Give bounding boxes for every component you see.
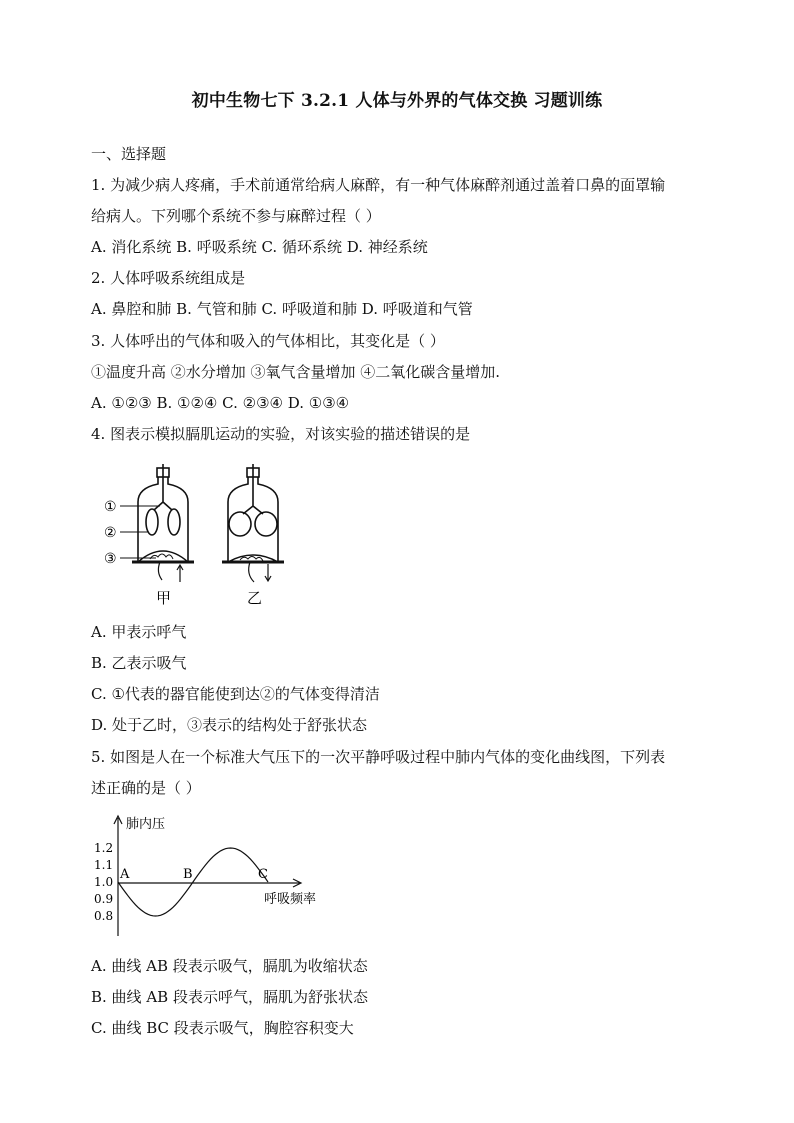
section-heading: 一、选择题 [91, 145, 167, 163]
point-label-c: C [258, 867, 268, 882]
y-axis-label: 肺内压 [126, 817, 166, 832]
q1-options: A. 消化系统 B. 呼吸系统 C. 循环系统 D. 神经系统 [91, 238, 428, 256]
point-label-a: A [120, 867, 130, 882]
jar-yi [222, 464, 284, 582]
q3-stem: 3. 人体呼出的气体和吸入的气体相比，其变化是（ ） [91, 332, 445, 350]
q3-items: ①温度升高 ②水分增加 ③氧气含量增加 ④二氧化碳含量增加. [91, 363, 501, 381]
q5-option-c: C. 曲线 BC 段表示吸气，胸腔容积变大 [91, 1019, 354, 1037]
marker-2: ② [104, 525, 117, 541]
q2-options: A. 鼻腔和肺 B. 气管和肺 C. 呼吸道和肺 D. 呼吸道和气管 [91, 300, 473, 318]
y-tick-label: 1.0 [94, 875, 114, 889]
x-axis-label: 呼吸频率 [264, 892, 317, 907]
q5-option-b: B. 曲线 AB 段表示呼气，膈肌为舒张状态 [91, 988, 368, 1006]
lung-pressure-chart [90, 810, 350, 942]
q5-stem-line2: 述正确的是（ ） [91, 779, 201, 797]
pressure-curve [118, 848, 268, 916]
q1-stem-line2: 给病人。下列哪个系统不参与麻醉过程（ ） [91, 207, 381, 225]
label-yi: 乙 [247, 589, 263, 607]
q1-stem-line1: 1. 为减少病人疼痛，手术前通常给病人麻醉，有一种气体麻醉剂通过盖着口鼻的面罩输 [91, 176, 666, 194]
q4-stem: 4. 图表示模拟膈肌运动的实验，对该实验的描述错误的是 [91, 425, 471, 443]
marker-1: ① [104, 499, 117, 515]
y-tick-label: 0.8 [94, 909, 114, 923]
q5-stem-line1: 5. 如图是人在一个标准大气压下的一次平静呼吸过程中肺内气体的变化曲线图，下列表 [91, 748, 666, 766]
jar-jia [132, 464, 194, 582]
diaphragm-model-figure [98, 462, 308, 607]
q4-option-a: A. 甲表示呼气 [91, 623, 187, 641]
q3-options: A. ①②③ B. ①②④ C. ②③④ D. ①③④ [91, 394, 350, 412]
y-tick-label: 1.2 [94, 841, 114, 855]
y-tick-label: 1.1 [94, 858, 114, 872]
q4-option-b: B. 乙表示吸气 [91, 654, 187, 672]
q2-stem: 2. 人体呼吸系统组成是 [91, 269, 246, 287]
page-title: 初中生物七下 3.2.1 人体与外界的气体交换 习题训练 [191, 91, 603, 111]
point-label-b: B [183, 867, 193, 882]
figure-markers [120, 506, 160, 558]
q4-option-d: D. 处于乙时，③表示的结构处于舒张状态 [91, 716, 368, 734]
label-jia: 甲 [156, 589, 172, 607]
marker-3: ③ [104, 551, 117, 567]
y-tick-label: 0.9 [94, 892, 114, 906]
q4-option-c: C. ①代表的器官能使到达②的气体变得清洁 [91, 685, 380, 703]
q5-option-a: A. 曲线 AB 段表示吸气，膈肌为收缩状态 [91, 957, 368, 975]
